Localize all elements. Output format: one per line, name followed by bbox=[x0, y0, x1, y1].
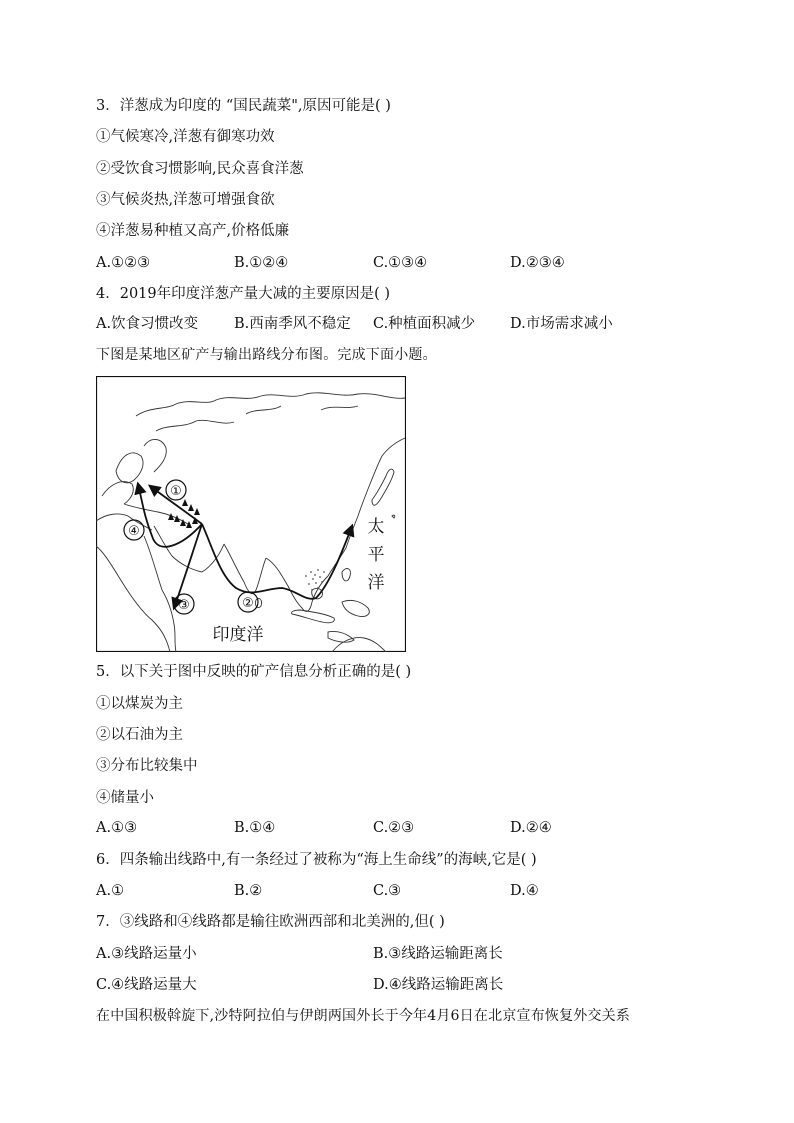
q7-stem: 7．③线路和④线路都是输往欧洲西部和北美洲的,但( ) bbox=[96, 914, 445, 930]
map-intro: 下图是某地区矿产与输出路线分布图。完成下面小题。 bbox=[96, 347, 437, 363]
q5-item-3: ③分布比较集中 bbox=[96, 758, 198, 774]
q5-option-a: A.①③ bbox=[96, 820, 138, 836]
pacific-label-3: 洋 bbox=[367, 573, 385, 593]
q7-options-row-1 bbox=[96, 945, 716, 963]
pacific-label-2: 平 bbox=[367, 545, 385, 565]
route-label-4: ④ bbox=[128, 524, 140, 539]
q7-option-a: A.③线路运量小 bbox=[96, 946, 197, 962]
q3-options bbox=[96, 254, 716, 272]
q4-option-b: B.西南季风不稳定 bbox=[234, 316, 351, 332]
q4-stem: 4．2019年印度洋葱产量大减的主要原因是( ) bbox=[96, 286, 391, 302]
q5-option-b: B.①④ bbox=[234, 820, 276, 836]
route-label-1: ① bbox=[170, 484, 182, 499]
q4-options bbox=[96, 315, 716, 333]
q3-item-4: ④洋葱易种植又高产,价格低廉 bbox=[96, 223, 290, 239]
q3-option-d: D.②③④ bbox=[510, 255, 565, 271]
q4-option-d: D.市场需求减小 bbox=[510, 316, 613, 332]
q3-option-b: B.①②④ bbox=[234, 255, 289, 271]
q5-item-2: ②以石油为主 bbox=[96, 727, 183, 743]
q4-option-a: A.饮食习惯改变 bbox=[96, 316, 199, 332]
next-passage-intro: 在中国积极斡旋下,沙特阿拉伯与伊朗两国外长于今年4月6日在北京宣布恢复外交关系 bbox=[96, 1008, 631, 1024]
q6-option-d: D.④ bbox=[510, 883, 539, 899]
q5-item-1: ①以煤炭为主 bbox=[96, 696, 183, 712]
q7-options-row-2 bbox=[96, 976, 716, 994]
pacific-label-1: 太 bbox=[367, 517, 385, 537]
mineral-routes-map bbox=[96, 376, 406, 652]
route-label-3: ③ bbox=[178, 598, 190, 613]
q5-option-c: C.②③ bbox=[373, 820, 415, 836]
q6-stem: 6．四条输出线路中,有一条经过了被称为“海上生命线”的海峡,它是( ) bbox=[96, 852, 537, 868]
q5-options bbox=[96, 819, 716, 837]
q3-option-a: A.①②③ bbox=[96, 255, 151, 271]
indian-ocean-label: 印度洋 bbox=[212, 625, 264, 645]
q3-option-c: C.①③④ bbox=[373, 255, 428, 271]
q5-stem: 5．以下关于图中反映的矿产信息分析正确的是( ) bbox=[96, 664, 412, 680]
q3-item-3: ③气候炎热,洋葱可增强食欲 bbox=[96, 192, 275, 208]
q3-item-2: ②受饮食习惯影响,民众喜食洋葱 bbox=[96, 161, 304, 177]
route-label-2: ② bbox=[242, 596, 254, 611]
q3-item-1: ①气候寒冷,洋葱有御寒功效 bbox=[96, 129, 275, 145]
q6-option-a: A.① bbox=[96, 883, 125, 899]
q6-option-c: C.③ bbox=[373, 883, 402, 899]
q7-option-d: D.④线路运输距离长 bbox=[373, 977, 504, 993]
q4-option-c: C.种植面积减少 bbox=[373, 316, 476, 332]
q7-option-c: C.④线路运量大 bbox=[96, 977, 197, 993]
q5-item-4: ④储量小 bbox=[96, 790, 154, 806]
q3-stem: 3．洋葱成为印度的 “国民蔬菜",原因可能是( ) bbox=[96, 98, 391, 114]
q5-option-d: D.②④ bbox=[510, 820, 552, 836]
q6-option-b: B.② bbox=[234, 883, 263, 899]
q6-options bbox=[96, 882, 716, 900]
q7-option-b: B.③线路运输距离长 bbox=[373, 946, 503, 962]
